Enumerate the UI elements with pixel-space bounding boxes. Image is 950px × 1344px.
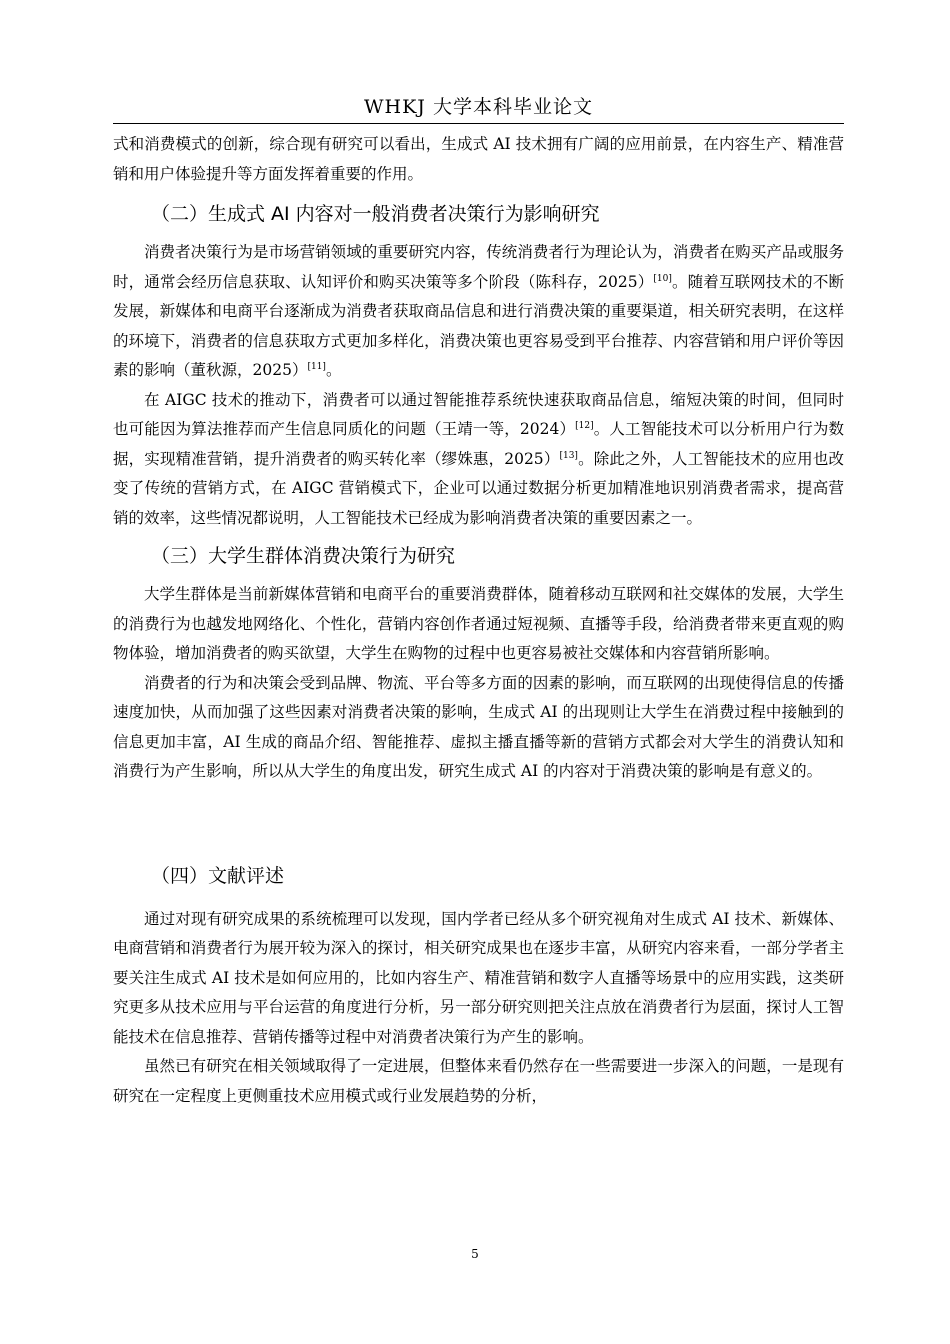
section-heading-4: （四）文献评述 <box>151 864 285 887</box>
paragraph-text: 。除此之外，人工智能技术的应用也改变了传统的营销方式，在 AIGC 营销模式下，企业可以通过数据分析更加精准地识别消费者需求，提高营销的效率，这些情况都说明，人工智能技术已经成为影响消费者决策的重要因素之一。 <box>113 449 844 527</box>
page-number: 5 <box>471 1247 479 1261</box>
paragraph-text: 。 <box>325 361 342 379</box>
header-rule <box>113 123 844 124</box>
paragraph-text: 。随着互联网技术的不断发展，新媒体和电商平台逐渐成为消费者获取商品信息和进行消费决策的重要渠道，相关研究表明，在这样的环境下，消费者的信息获取方式更加多样化，消费决策也更容易受到平台推荐、内容营销和用户评价等因素的影响（董秋源，2025） <box>113 272 844 379</box>
page-content <box>113 130 844 1111</box>
paragraph-research-gaps: 虽然已有研究在相关领域取得了一定进展，但整体来看仍然存在一些需要进一步深入的问题，一是现有研究在一定程度上更侧重技术应用模式或行业发展趋势的分析， <box>113 1057 844 1105</box>
section-heading-3: （三）大学生群体消费决策行为研究 <box>151 545 456 567</box>
paragraph-text: 在 AIGC 技术的推动下，消费者可以通过智能推荐系统快速获取商品信息，缩短决策的时间，但同时也可能因为算法推荐而产生信息同质化的问题（王靖一等，2024） <box>113 390 844 438</box>
paragraph-student-group: 大学生群体是当前新媒体营销和电商平台的重要消费群体，随着移动互联网和社交媒体的发展，大学生的消费行为也越发地网络化、个性化，营销内容创作者通过短视频、直播等手段，给消费者带来更直观的购物体验，增加消费者的购买欲望，大学生在购物的过程中也更容易被社交媒体和内容营销所影响。 <box>113 585 844 662</box>
paragraph-aigc <box>113 386 844 534</box>
paragraph-continued: 式和消费模式的创新，综合现有研究可以看出，生成式 AI 技术拥有广阔的应用前景，在内容生产、精准营销和用户体验提升等方面发挥着重要的作用。 <box>113 135 844 183</box>
paragraph-consumer-decision <box>113 238 844 386</box>
paragraph-text: 。人工智能技术可以分析用户行为数据，实现精准营销，提升消费者的购买转化率（缪姝惠，2025） <box>113 420 844 468</box>
section-heading-2: （二）生成式 AI 内容对一般消费者决策行为影响研究 <box>151 203 600 225</box>
paragraph-text: 消费者决策行为是市场营销领域的重要研究内容，传统消费者行为理论认为，消费者在购买产品或服务时，通常会经历信息获取、认知评价和购买决策等多个阶段（陈科存，2025） <box>113 243 844 291</box>
citation-11: [11] <box>307 361 326 372</box>
citation-10: [10] <box>653 273 672 284</box>
paragraph-literature-review: 通过对现有研究成果的系统梳理可以发现，国内学者已经从多个研究视角对生成式 AI 技术、新媒体、电商营销和消费者行为展开较为深入的探讨，相关研究成果也在逐步丰富，从研究内容来看，一部分学者主要关注生成式 AI 技术是如何应用的，比如内容生产、精准营销和数字人直播等场景中的应用实践，这类研究更多从技术应用与平台运营的角度进行分析，另一部分研究则把关注点放在消费者行为层面，探讨人工智能技术在信息推荐、营销传播等过程中对消费者决策行为产生的影响。 <box>113 909 844 1046</box>
citation-13: [13] <box>559 450 578 461</box>
running-header: WHKJ 大学本科毕业论文 <box>364 96 593 118</box>
paragraph-influence-factors: 消费者的行为和决策会受到品牌、物流、平台等多方面的因素的影响，而互联网的出现使得信息的传播速度加快，从而加强了这些因素对消费者决策的影响，生成式 AI 的出现则让大学生在消费过程中接触到的信息更加丰富，AI 生成的商品介绍、智能推荐、虚拟主播直播等新的营销方式都会对大学生的消费认知和消费行为产生影响，所以从大学生的角度出发，研究生成式 AI 的内容对于消费决策的影响是有意义的。 <box>113 673 844 780</box>
citation-12: [12] <box>575 420 594 431</box>
